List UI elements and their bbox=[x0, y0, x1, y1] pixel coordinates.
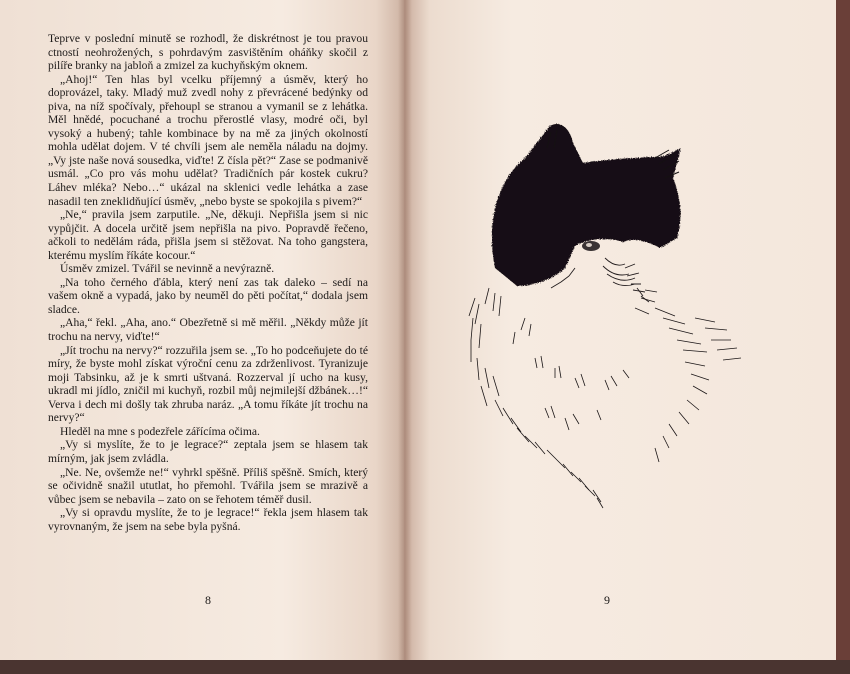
page-number-right: 9 bbox=[604, 593, 610, 607]
page-number-left: 8 bbox=[205, 593, 211, 607]
paragraph: „Aha,“ řekl. „Aha, ano.“ Obezřetně si mě měřil. „Někdy může jít trochu na nervy, viďte!“ bbox=[48, 316, 368, 344]
book-gutter bbox=[398, 0, 412, 662]
cover-edge bbox=[836, 0, 850, 674]
paragraph: Teprve v poslední minutě se rozhodl, že diskrétnost je tou pravou ctností neohrožených, s pohrdavým zasvištěním oháňky skočil z pilíře branky na jabloň a zmizel za kuchyňským oknem. bbox=[48, 32, 368, 73]
cover-bottom bbox=[0, 660, 850, 674]
paragraph: Úsměv zmizel. Tvářil se nevinně a nevýrazně. bbox=[60, 262, 275, 276]
paragraph: Hleděl na mne s podezřele zářícíma očima. bbox=[60, 424, 260, 438]
paragraph: „Ne. Ne, ovšemže ne!“ vyhrkl spěšně. Příliš spěšně. Smích, který se očividně snažil ututlat, ho přemohl. Tvářila jsem se mrazivě a vůbec jsem se nebavila – zato on se řehotem téměř dusil. bbox=[48, 465, 368, 506]
paragraph: „Jít trochu na nervy?“ rozzuřila jsem se. „To ho podceňujete do té míry, že byste mohl získat výroční cenu za zdrženlivost. Tyranizuje moji Tabsinku, až je k smrti uštvaná. Rozzerval jí ucho na kusy, ukradl mi jídlo, zničil mi kuchyň, rozbil můj nejmilejší džbánek…!“ Verva i dech mi došly tak zhruba naráz. „A tomu říkáte jít trochu na nervy?“ bbox=[48, 343, 368, 425]
paragraph: „Ahoj!“ Ten hlas byl vcelku příjemný a úsměv, který ho doprovázel, taky. Mladý muž zvedl nohy z převrácené bedýnky od piva, na níž spočívaly, přehoupl se stranou a vymanil se z lehátka. Měl hnědé, pocuchané a trochu přerostlé vlasy, modré oči, byl vysoký a hubený; tahle kombinace by na mě za jiných okolností mohla udělat dojem. V té chvíli jsem ale neměla náladu na dojmy. „Vy jste naše nová sousedka, viďte! Z čísla pět?“ Zase se podmanivě usmál. „Co pro vás mohu udělat? Tradičních pár kostek cukru? Láhev mléka? Nebo…“ ukázal na sklenici vedle lehátka a zase nasadil ten zneklidňující úsměv, „nebo byste se spokojila s pivem?“ bbox=[48, 72, 368, 208]
paragraph: „Vy si myslíte, že to je legrace?“ zeptala jsem se hlasem tak mírným, jak jsem zvládla. bbox=[48, 438, 368, 465]
cat-illustration-icon bbox=[455, 118, 775, 538]
paragraph: „Vy si opravdu myslíte, že to je legrace!“ řekla jsem hlasem tak vyrovnaným, že jsem na sebe byla pyšná. bbox=[48, 506, 368, 533]
paragraph: „Na toho černého ďábla, který není zas tak daleko – sedí na vašem okně a vypadá, jako by neuměl do pěti počítat,“ dodala jsem sladce. bbox=[48, 275, 368, 316]
left-page bbox=[0, 0, 404, 663]
body-text bbox=[48, 32, 368, 533]
paragraph: „Ne,“ pravila jsem zarputile. „Ne, děkuji. Nepřišla jsem si nic vypůjčit. A docela určitě jsem nepřišla na pivo. Popravdě řečeno, ačkoli to nedělám ráda, přišla jsem si stěžovat. Na toho gangstera, kterému myslím říkáte kocour.“ bbox=[48, 208, 368, 262]
